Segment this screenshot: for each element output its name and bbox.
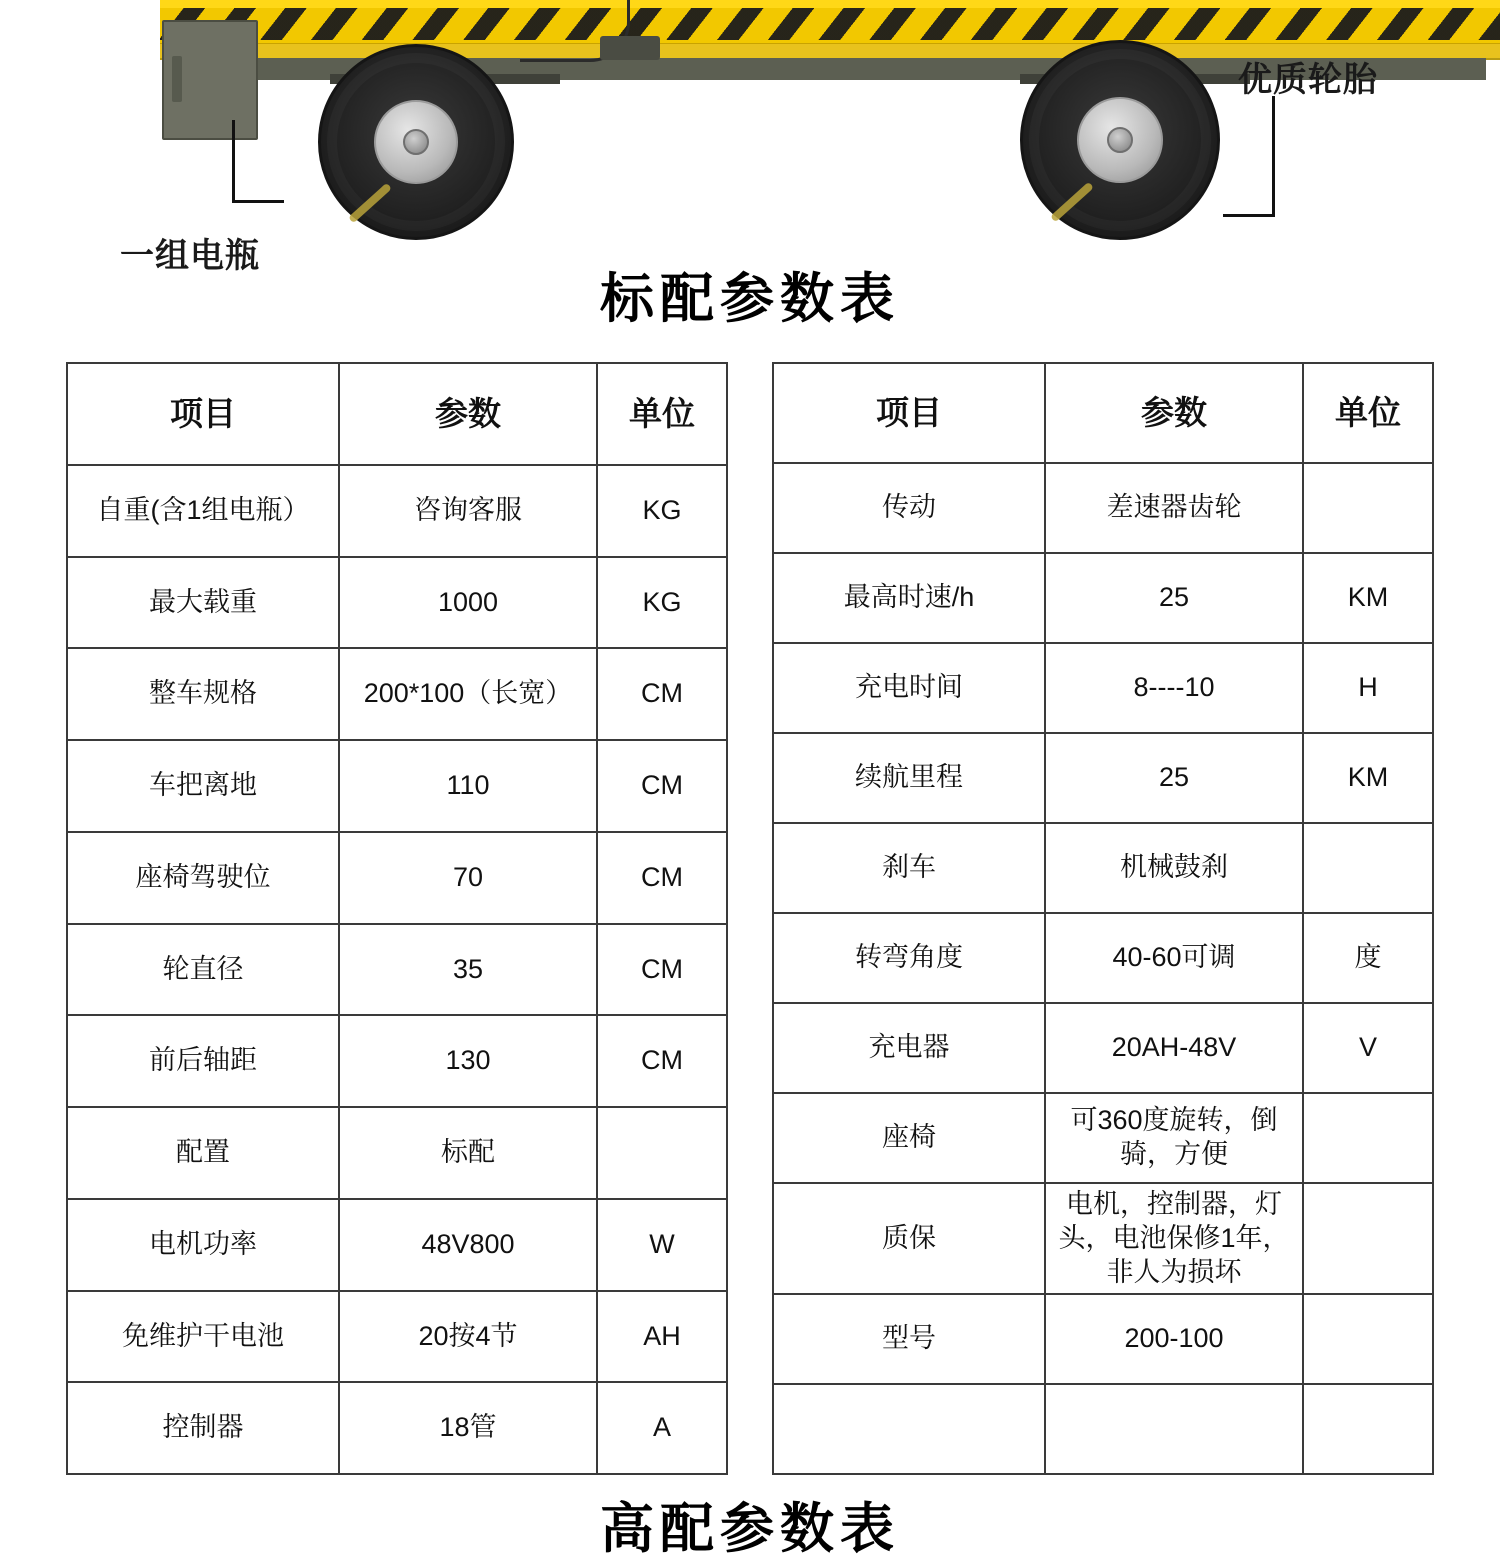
row-unit: KG: [597, 465, 727, 557]
row-unit: [1303, 823, 1433, 913]
table-row: [773, 823, 1433, 913]
table-row: [67, 1382, 727, 1474]
row-param: 差速器齿轮: [1045, 463, 1303, 553]
product-photo: [0, 0, 1500, 275]
table-row: [773, 553, 1433, 643]
table-row: [773, 1384, 1433, 1474]
row-param: 可360度旋转，倒骑，方便: [1045, 1093, 1303, 1183]
row-unit: A: [597, 1382, 727, 1474]
hub-nut: [1107, 127, 1133, 153]
row-unit: CM: [597, 648, 727, 740]
row-item: 最大载重: [67, 557, 339, 649]
warning-stripes: [160, 4, 1500, 40]
row-item: 型号: [773, 1294, 1045, 1384]
row-item: [773, 1384, 1045, 1474]
row-unit: KM: [1303, 553, 1433, 643]
row-unit: CM: [597, 1015, 727, 1107]
row-item: 控制器: [67, 1382, 339, 1474]
row-param: 200-100: [1045, 1294, 1303, 1384]
table-row: [67, 1015, 727, 1107]
row-item: 前后轴距: [67, 1015, 339, 1107]
standard-spec-title: 标配参数表: [600, 269, 900, 329]
row-item: 配置: [67, 1107, 339, 1199]
row-param: 电机，控制器，灯头，电池保修1年，非人为损坏: [1045, 1183, 1303, 1294]
row-item: 传动: [773, 463, 1045, 553]
row-item: 自重(含1组电瓶）: [67, 465, 339, 557]
row-item: 最高时速/h: [773, 553, 1045, 643]
table-row: [67, 1291, 727, 1383]
row-param: 35: [339, 924, 597, 1016]
battery-callout-leader: [232, 120, 235, 200]
row-item: 电机功率: [67, 1199, 339, 1291]
table-header-row: [67, 363, 727, 465]
row-param: 25: [1045, 553, 1303, 643]
table-row: [67, 1199, 727, 1291]
header-item: 项目: [773, 363, 1045, 463]
row-item: 座椅驾驶位: [67, 832, 339, 924]
header-unit: 单位: [597, 363, 727, 465]
table-row: [67, 648, 727, 740]
row-item: 续航里程: [773, 733, 1045, 823]
right-wheel: [1020, 40, 1220, 240]
row-unit: CM: [597, 832, 727, 924]
row-unit: W: [597, 1199, 727, 1291]
row-param: 咨询客服: [339, 465, 597, 557]
table-row: [773, 1183, 1433, 1294]
row-param: 200*100（长宽）: [339, 648, 597, 740]
row-unit: [1303, 463, 1433, 553]
hitch-bracket: [600, 36, 660, 60]
row-unit: [1303, 1294, 1433, 1384]
header-param: 参数: [1045, 363, 1303, 463]
header-param: 参数: [339, 363, 597, 465]
row-item: 转弯角度: [773, 913, 1045, 1003]
table-row: [773, 1294, 1433, 1384]
row-item: 充电器: [773, 1003, 1045, 1093]
row-param: 机械鼓刹: [1045, 823, 1303, 913]
row-param: 130: [339, 1015, 597, 1107]
row-unit: KG: [597, 557, 727, 649]
table-header-row: [773, 363, 1433, 463]
table-row: [67, 1107, 727, 1199]
row-unit: CM: [597, 740, 727, 832]
row-item: 质保: [773, 1183, 1045, 1294]
tire-callout-leader: [1272, 96, 1275, 214]
table-row: [773, 463, 1433, 553]
row-param: 20按4节: [339, 1291, 597, 1383]
table-row: [773, 733, 1433, 823]
row-param: 40-60可调: [1045, 913, 1303, 1003]
row-item: 充电时间: [773, 643, 1045, 733]
row-param: 1000: [339, 557, 597, 649]
table-row: [67, 465, 727, 557]
row-unit: CM: [597, 924, 727, 1016]
row-unit: [1303, 1384, 1433, 1474]
table-row: [773, 913, 1433, 1003]
row-unit: [597, 1107, 727, 1199]
standard-spec-table: [66, 362, 728, 1475]
high-spec-table: [772, 362, 1434, 1475]
row-item: 车把离地: [67, 740, 339, 832]
row-unit: [1303, 1183, 1433, 1294]
battery-box: [162, 20, 258, 140]
row-param: 20AH-48V: [1045, 1003, 1303, 1093]
row-unit: AH: [597, 1291, 727, 1383]
table-row: [773, 1003, 1433, 1093]
hub-nut: [403, 129, 429, 155]
row-unit: H: [1303, 643, 1433, 733]
table-row: [773, 1093, 1433, 1183]
header-unit: 单位: [1303, 363, 1433, 463]
row-param: 18管: [339, 1382, 597, 1474]
row-item: 整车规格: [67, 648, 339, 740]
row-param: 标配: [339, 1107, 597, 1199]
row-param: [1045, 1384, 1303, 1474]
left-wheel: [318, 44, 514, 240]
row-item: 免维护干电池: [67, 1291, 339, 1383]
tire-callout-label: 优质轮胎: [1238, 61, 1378, 99]
spec-tables-container: [0, 362, 1500, 1475]
high-spec-title: 高配参数表: [600, 1499, 900, 1559]
row-unit: KM: [1303, 733, 1433, 823]
bed-top-edge: [160, 0, 1500, 8]
row-param: 25: [1045, 733, 1303, 823]
row-unit: 度: [1303, 913, 1433, 1003]
table-row: [67, 557, 727, 649]
row-unit: V: [1303, 1003, 1433, 1093]
row-param: 70: [339, 832, 597, 924]
table-row: [773, 643, 1433, 733]
header-item: 项目: [67, 363, 339, 465]
row-param: 110: [339, 740, 597, 832]
row-item: 座椅: [773, 1093, 1045, 1183]
table-row: [67, 924, 727, 1016]
row-unit: [1303, 1093, 1433, 1183]
row-param: 48V800: [339, 1199, 597, 1291]
battery-callout-label: 一组电瓶: [120, 237, 260, 275]
row-item: 轮直径: [67, 924, 339, 1016]
row-item: 刹车: [773, 823, 1045, 913]
table-row: [67, 740, 727, 832]
table-row: [67, 832, 727, 924]
row-param: 8----10: [1045, 643, 1303, 733]
